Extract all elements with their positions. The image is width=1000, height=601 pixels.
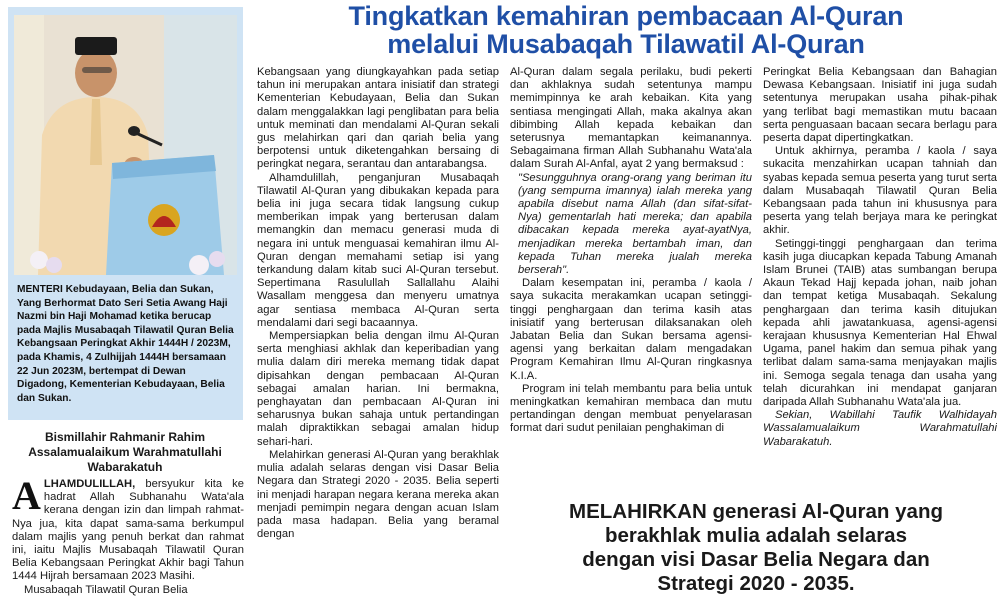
- pull-quote-line-1: MELAHIRKAN generasi Al-Quran yang: [569, 500, 943, 523]
- paragraph: Al-Quran dalam segala perilaku, budi pekerti dan akhlaknya sudah setentunya mampu memimpinnya ke arah kebaikan. Kita yang sentiasa mengingati Allah, maka akalnya akan dibimbing Allah kepada kebaikan dan seterusnya memantapkan keimanannya. Sebagaimana firman Allah Subhanahu Wata'ala dalam Surah Al-Anfal, ayat 2 yang bermaksud :: [510, 66, 752, 171]
- photo-caption: MENTERI Kebudayaan, Belia dan Sukan, Yang Berhormat Dato Seri Setia Awang Haji Nazmi bin Haji Mohamad ketika berucap pada Majlis Musabaqah Tilawatil Quran Belia Kebangsaan Peringkat Akhir 1444H / 2023M, pada Khamis, 4 Zulhijjah 1444H bersamaan 22 Jun 2023M, bertempat di Dewan Digadong, Kementerian Kebudayaan, Belia dan Sukan.: [17, 284, 234, 404]
- lead-word: LHAMDULILLAH,: [43, 478, 136, 490]
- headline-line-1: Tingkatkan kemahiran pembacaan Al-Quran: [348, 1, 904, 31]
- article-column-1: [12, 478, 244, 601]
- photo-illustration: [14, 15, 237, 275]
- pull-quote: [512, 500, 1000, 596]
- paragraph: Mempersiapkan belia dengan ilmu Al-Quran serta menghiasi akhlak dan keperibadian yang mulia dalam diri mereka memang tidak dapat dipisahkan dengan pembacaan Al-Quran sebagai amalan harian. Ini bermakna, penghayatan dan pembacaan Al-Quran ini seharusnya bukan sahaja untuk pertandingan malah dipraktikkan sebagai amalan hidup sehari-hari.: [257, 330, 499, 448]
- article-column-2: [257, 66, 499, 601]
- pull-quote-line-4: Strategi 2020 - 2035.: [657, 572, 855, 595]
- quran-quote: "Sesungguhnya orang-orang yang beriman itu (yang sempurna imannya) ialah mereka yang apabila disebut nama Allah (dan sifat-sifat-Nya) gementarlah hati mereka; dan apabila dibacakan kepada mereka ayat-ayatNya, menjadikan mereka bertambah iman, dan kepada Tuhan mereka jualah mereka berserah".: [518, 171, 752, 277]
- pull-quote-line-2: berakhlak mulia adalah selaras: [605, 524, 907, 547]
- paragraph: Peringkat Belia Kebangsaan dan Bahagian Dewasa Kebangsaan. Inisiatif ini juga sudah setentunya merupakan usaha pihak-pihak yang terlibat bagi memastikan mutu bacaan serta penguasaan bacaan secara berlagu para peserta dapat dipertingkatkan.: [763, 66, 997, 145]
- paragraph: Dalam kesempatan ini, peramba / kaola / saya sukacita merakamkan ucapan setinggi-tinggi penghargaan dan terima kasih atas inisiatif yang berterusan dilaksanakan oleh Jabatan Belia dan Sukan bersama agensi-agensi yang berkaitan dalam mengadakan Program Kemahiran Ilmu Al-Quran ringkasnya K.I.A.: [510, 277, 752, 382]
- drop-cap: A: [12, 478, 41, 518]
- article-column-3: [510, 66, 752, 496]
- greeting-line-1: Bismillahir Rahmanir Rahim: [44, 430, 206, 444]
- paragraph: Alhamdulillah, penganjuran Musabaqah Tilawatil Al-Quran yang dibukakan kepada para belia ini juga secara tidak langsung cukup memberikan impak yang berterusan dalam memangkin dan memacu generasi muda di negara ini untuk menguasai kemahiran ilmu Al-Quran dengan memahami setiap isi yang terkandung dalam kitab suci Al-Quran tersebut. Sepertimana Rasulullah Sallallahu Alaihi Wasallam menggesa dan menyeru umatnya agar sentiasa membaca Al-Quran serta mendalami dari segi bacaannya.: [257, 171, 499, 329]
- pull-quote-line-3: dengan visi Dasar Belia Negara dan: [582, 548, 930, 571]
- paragraph-text: bersyukur kita ke hadrat Allah Subhanahu Wata'ala kerana dengan izin dan limpah rahmat-Nya jua, kita dapat sama-sama berkumpul dalam majlis yang penuh berkat dan rahmat ini, iaitu Majlis Musabaqah Tilawatil Quran Belia Kebangsaan Peringkat Akhir bagi Tahun 1444 Hijrah bersamaan 2023 Masihi.: [12, 478, 244, 583]
- greeting-block: [14, 430, 236, 475]
- greeting-line-2: Assalamualaikum Warahmatullahi: [28, 445, 222, 459]
- article-column-4: [763, 66, 997, 496]
- paragraph: Musabaqah Tilawatil Quran Belia: [24, 583, 188, 596]
- paragraph: Setinggi-tinggi penghargaan dan terima kasih juga diucapkan kepada Tabung Amanah Islam Brunei (TAIB) atas sumbangan berupa Akaun Tekad Hajj kepada johan, naib johan dan tempat ketiga Musabaqah. Sekalung penghargaan dan terima kasih ditujukan kepada ahli jawatankuasa, agensi-agensi kerajaan khususnya Kementerian Hal Ehwal Ugama, panel hakim dan semua pihak yang terlibat dalam sama-sama menjayakan majlis ini. Semoga segala tenaga dan usaha yang telah dicurahkan ini mendapat ganjaran daripada Allah Subhanahu Wata'ala jua.: [763, 237, 997, 409]
- headline-line-2: melalui Musabaqah Tilawatil Al-Quran: [387, 29, 865, 59]
- article-headline: [252, 2, 1000, 58]
- closing-salutation: Sekian, Wabillahi Taufik Walhidayah Wassalamualaikum Warahmatullahi Wabarakatuh.: [763, 409, 997, 448]
- paragraph: Program ini telah membantu para belia untuk meningkatkan kemahiran membaca dan mutu pertandingan dengan membuat penyelarasan format dari sudut penilaian penghakiman di: [510, 382, 752, 435]
- photo-caption-box: [8, 7, 243, 420]
- paragraph: [12, 478, 244, 584]
- paragraph: Kebangsaan yang diungkayahkan pada setiap tahun ini merupakan antara inisiatif dan strategi Kementerian Kebudayaan, Belia dan Sukan dalam menggalakkan lagi penglibatan para belia untuk meminati dan mendalami Al-Quran sekali gus melahirkan qari dan qariah belia yang berpotensi untuk diketengahkan bersaing di peringkat negara, serantau dan antarabangsa.: [257, 66, 499, 171]
- minister-photo: [14, 15, 237, 275]
- paragraph: Melahirkan generasi Al-Quran yang berakhlak mulia adalah selaras dengan visi Dasar Belia Negara dan Strategi 2020 - 2035. Belia seperti ini menjadi harapan negara kerana mereka akan menjadi pemimpin negara dengan acuan Islam pada masa hadapan. Belia yang beramal dengan: [257, 448, 499, 541]
- greeting-line-3: Wabarakatuh: [87, 460, 163, 474]
- paragraph: Untuk akhirnya, peramba / kaola / saya sukacita menzahirkan ucapan tahniah dan syabas kepada semua peserta yang turut serta dalam Musabaqah Tilawatil Quran Belia Kebangsaan pada tahun ini khususnya para peserta yang telah berjaya mara ke peringkat akhir.: [763, 145, 997, 237]
